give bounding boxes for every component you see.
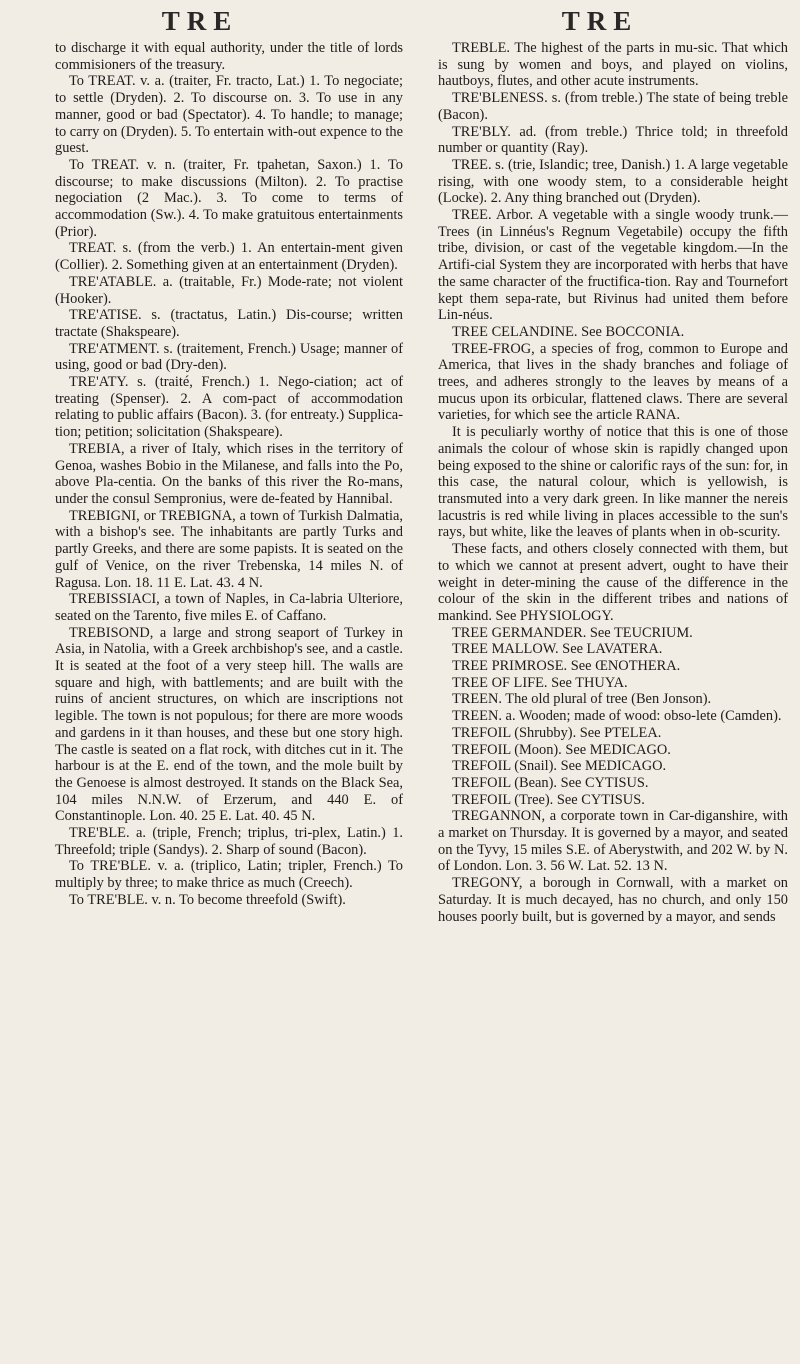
entry-paragraph: TRE'BLY. ad. (from treble.) Thrice told; in threefold number or quantity (Ray). xyxy=(438,123,788,157)
entry-paragraph: TREFOIL (Tree). See CYTISUS. xyxy=(452,791,645,808)
entry-paragraph: TREGONY, a borough in Cornwall, with a market on Saturday. It is much decayed, has no church, and only 150 houses poorly built, but is governed by a mayor, and sends xyxy=(438,875,788,925)
entry-paragraph: TREAT. s. (from the verb.) 1. An entertain-ment given (Collier). 2. Something given at an entertainment (Dryden). xyxy=(55,240,403,274)
entry-paragraph: TRE'BLENESS. s. (from treble.) The state of being treble (Bacon). xyxy=(438,90,788,123)
entry-paragraph: to discharge it with equal authority, under the title of lords commisioners of the treasury. xyxy=(55,40,403,73)
entry-paragraph: To TRE'BLE. v. a. (triplico, Latin; tripler, French.) To multiply by three; to make thrice as much (Creech). xyxy=(55,858,403,892)
entry-paragraph: TREBISSIACI, a town of Naples, in Ca-labria Ulteriore, seated on the Tarento, five miles E. of Caffano. xyxy=(55,591,403,624)
entry-paragraph: TREE OF LIFE. See THUYA. xyxy=(452,674,628,691)
entry-paragraph: TREE CELANDINE. See BOCCONIA. xyxy=(452,323,685,340)
entry-paragraph: TREGANNON, a corporate town in Car-diganshire, with a market on Thursday. It is governed by a mayor, and seated on the Tyvy, 15 miles S.E. of Aberystwith, and 202 W. by N. of London. Lon. 3. 56 W. Lat. 52. 13 N. xyxy=(438,808,788,875)
entry-paragraph: These facts, and others closely connected with them, but to which we cannot at present advert, ought to have their weight in deter-mining the cause of the difference in the colour of the skin in the different tribes and nations of mankind. See PHYSIOLOGY. xyxy=(438,541,788,624)
entry-paragraph: To TREAT. v. n. (traiter, Fr. tpahetan, Saxon.) 1. To discourse; to make discussions (Milton). 2. To practise negociation (2 Mac.). 3. To come to terms of accommodation (Sw.). 4. To make gratuitous entertainments (Prior). xyxy=(55,156,403,240)
left-column xyxy=(55,40,403,909)
entry-paragraph: It is peculiarly worthy of notice that this is one of those animals the colour of whose skin is rapidly changed upon being exposed to the shine or calorific rays of the sun: for, in this case, the natural colour, which is yellowish, is transmuted into a very dark green. In like manner the nereis lacustris is red while living in places accessible to the sun's rays, but white, like the leaves of plants when in ob-scurity. xyxy=(438,424,788,541)
entry-paragraph: TREE GERMANDER. See TEUCRIUM. xyxy=(452,624,693,641)
entry-paragraph: TREE PRIMROSE. See ŒNOTHERA. xyxy=(452,658,681,675)
entry-paragraph: TREBISOND, a large and strong seaport of Turkey in Asia, in Natolia, with a Greek archbishop's see, and a castle. It is seated at the foot of a very steep hill. The walls are square and high, with battlements; and are built with the ruins of ancient structures, on which are inscriptions not legible. The town is not populous; for there are more woods and gardens in it than houses, and these but one story high. The castle is seated on a flat rock, with ditches cut in it. The harbour is at the E. end of the town, and the mole built by the Genoese is almost destroyed. It stands on the Black Sea, 104 miles N.N.W. of Erzerum, and 440 E. of Constantinople. Lon. 40. 25 E. Lat. 40. 45 N. xyxy=(55,624,403,825)
entry-paragraph: TREBIGNI, or TREBIGNA, a town of Turkish Dalmatia, with a bishop's see. The inhabitants are partly Turks and partly Greeks, and there are some papists. It is seated on the gulf of Venice, on the river Trebenska, 14 miles N. of Ragusa. Lon. 18. 11 E. Lat. 43. 4 N. xyxy=(55,507,403,591)
entry-paragraph: TREFOIL (Bean). See CYTISUS. xyxy=(452,774,649,791)
entry-paragraph: TRE'BLE. a. (triple, French; triplus, tri-plex, Latin.) 1. Threefold; triple (Sandys). 2. Sharp of sound (Bacon). xyxy=(55,825,403,858)
entry-paragraph: TREE-FROG, a species of frog, common to Europe and America, that lives in the shady branches and foliage of trees, and adheres strongly to the leaves by means of a mucus upon its orbicular, flattened claws. There are several varieties, for which see the article RANA. xyxy=(438,340,788,424)
entry-paragraph: TRE'ATISE. s. (tractatus, Latin.) Dis-course; written tractate (Shakspeare). xyxy=(55,307,403,340)
entry-paragraph: TREFOIL (Shrubby). See PTELEA. xyxy=(452,724,662,741)
entry-paragraph: TREFOIL (Moon). See MEDICAGO. xyxy=(452,741,671,758)
entry-paragraph: TREEN. The old plural of tree (Ben Jonson). xyxy=(452,691,712,708)
entry-paragraph: To TRE'BLE. v. n. To become threefold (Swift). xyxy=(69,891,346,908)
entry-paragraph: TREE MALLOW. See LAVATERA. xyxy=(452,641,663,658)
right-column xyxy=(438,40,788,925)
entry-paragraph: TRE'ATMENT. s. (traitement, French.) Usage; manner of using, good or bad (Dry-den). xyxy=(55,340,403,374)
entry-paragraph: TREBLE. The highest of the parts in mu-sic. That which is sung by women and boys, and played on violins, hautboys, flutes, and other acute instruments. xyxy=(438,40,788,90)
entry-paragraph: To TREAT. v. a. (traiter, Fr. tracto, Lat.) 1. To negociate; to settle (Dryden). 2. To discourse on. 3. To use in any manner, good or bad (Spectator). 4. To handle; to manage; to carry on (Dryden). 5. To entertain with-out expence to the guest. xyxy=(55,73,403,157)
entry-paragraph: TREE. s. (trie, Islandic; tree, Danish.) 1. A large vegetable rising, with one woody stem, to a considerable height (Locke). 2. Any thing branched out (Dryden). xyxy=(438,156,788,207)
entry-paragraph: TRE'ATY. s. (traité, French.) 1. Nego-ciation; act of treating (Spenser). 2. A com-pact of accommodation relating to public affairs (Bacon). 3. (for entreaty.) Supplica-tion; petition; solicitation (Shakspeare). xyxy=(55,374,403,441)
running-head-right: TRE xyxy=(561,6,639,36)
entry-paragraph: TRE'ATABLE. a. (traitable, Fr.) Mode-rate; not violent (Hooker). xyxy=(55,273,403,307)
entry-paragraph: TREFOIL (Snail). See MEDICAGO. xyxy=(452,758,667,775)
entry-paragraph: TREEN. a. Wooden; made of wood: obso-lete (Camden). xyxy=(452,708,782,725)
entry-paragraph: TREE. Arbor. A vegetable with a single woody trunk.—Trees (in Linnéus's Regnum Vegetabile) occupy the fifth tribe, division, or cast of the vegetable kingdom.—In the Artifi-cial System they are incorporated with herbs that have the same character of the fructifica-tion. Ray and Tournefort kept them sepa-rate, but Rivinus had united them before Lin-néus. xyxy=(438,207,788,324)
entry-paragraph: TREBIA, a river of Italy, which rises in the territory of Genoa, washes Bobio in the Milanese, and falls into the Po, above Pla-centia. On the banks of this river the Ro-mans, under the consul Sempronius, were de-feated by Hannibal. xyxy=(55,440,403,507)
running-head-left: TRE xyxy=(161,6,239,36)
